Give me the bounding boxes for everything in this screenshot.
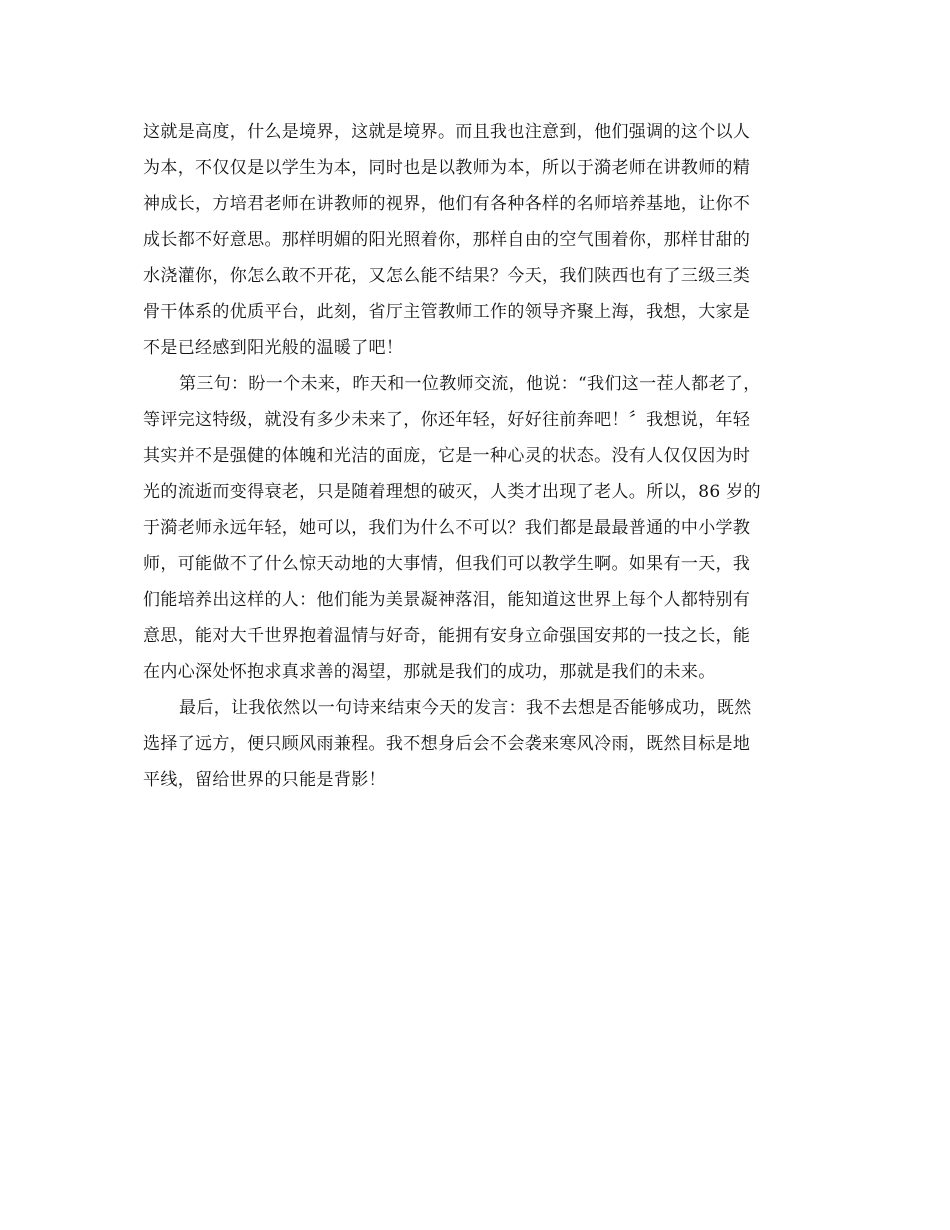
text-line: 最后，让我依然以一句诗来结束今天的发言：我不去想是否能够成功，既然 [179,698,752,718]
paragraph-3 [143,690,803,798]
text-line: 成长都不好意思。那样明媚的阳光照着你，那样自由的空气围着你，那样甘甜的 [143,230,751,250]
text-line: 师，可能做不了什么惊天动地的大事情，但我们可以教学生啊。如果有一天，我 [143,554,751,574]
text-line: 选择了远方，便只顾风雨兼程。我不想身后会不会袭来寒风冷雨，既然目标是地 [143,734,751,754]
document-body [143,114,803,798]
text-line: 水浇灌你，你怎么敢不开花，又怎么能不结果？今天，我们陕西也有了三级三类 [143,266,751,286]
text-line: 神成长，方培君老师在讲教师的视界，他们有各种各样的名师培养基地，让你不 [143,194,751,214]
text-line: 光的流逝而变得衰老，只是随着理想的破灭，人类才出现了老人。所以，86 岁的 [143,482,761,502]
text-line: 平线，留给世界的只能是背影！ [143,770,386,790]
paragraph-2 [143,366,803,690]
text-line: 在内心深处怀抱求真求善的渴望，那就是我们的成功，那就是我们的未来。 [143,662,716,682]
text-line: 为本，不仅仅是以学生为本，同时也是以教师为本，所以于漪老师在讲教师的精 [143,158,751,178]
text-line: 于漪老师永远年轻，她可以，我们为什么不可以？我们都是最最普通的中小学教 [143,518,751,538]
text-line: 其实并不是强健的体魄和光洁的面庞，它是一种心灵的状态。没有人仅仅因为时 [143,446,751,466]
text-line: 第三句：盼一个未来，昨天和一位教师交流，他说：“我们这一茬人都老了， [179,374,761,394]
text-line: 骨干体系的优质平台，此刻，省厅主管教师工作的领导齐聚上海，我想，大家是 [143,302,751,322]
text-line: 这就是高度，什么是境界，这就是境界。而且我也注意到，他们强调的这个以人 [143,122,751,142]
text-line: 们能培养出这样的人：他们能为美景凝神落泪，能知道这世界上每个人都特别有 [143,590,751,610]
text-line: 不是已经感到阳光般的温暖了吧！ [143,338,404,358]
text-line: 意思，能对大千世界抱着温情与好奇，能拥有安身立命强国安邦的一技之长，能 [143,626,751,646]
paragraph-1 [143,114,803,366]
text-line: 等评完这特级，就没有多少未来了，你还年轻，好好往前奔吧！〞我想说，年轻 [143,410,751,430]
